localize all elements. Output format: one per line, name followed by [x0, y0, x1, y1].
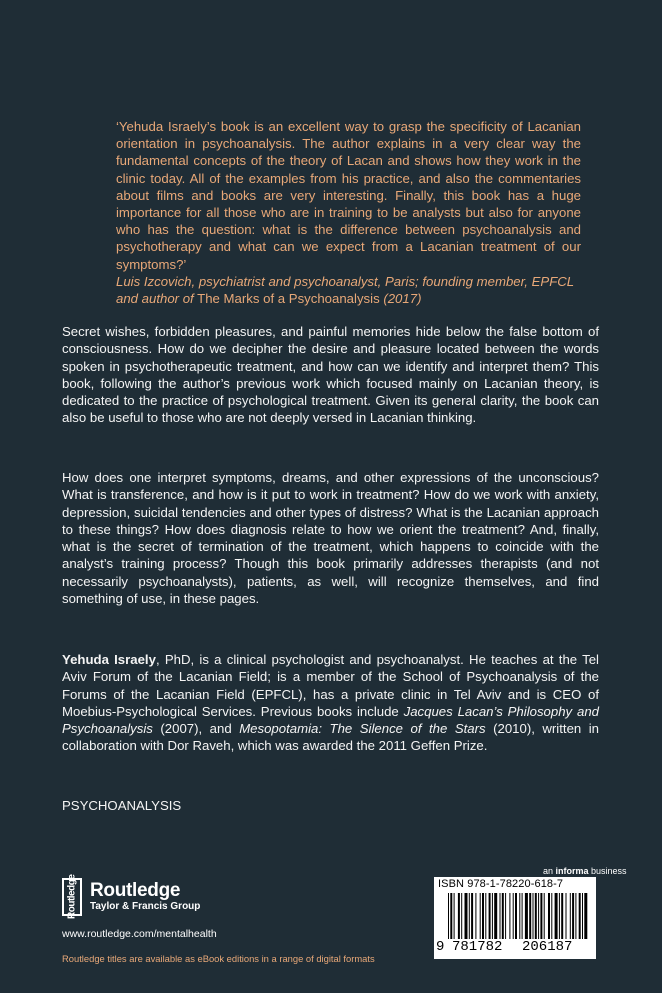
bio-text-3: (2010), written in collaboration with Dor Raveh, which was awarded the 2011 Geffen Prize.	[62, 721, 600, 754]
informa-brand: informa	[555, 866, 589, 876]
attribution-year: (2017)	[379, 291, 422, 307]
barcode-digits-left: 781782	[452, 939, 503, 955]
informa-suffix: business	[588, 866, 627, 876]
quote-text: ‘Yehuda Israely’s book is an excellent way to grasp the specificity of Lacanian orientation in psychoanalysis. The author explains in a very clear way the fundamental concepts of the theory of Lacan and shows how they work in the clinic today. All of the examples from his practice, and also the commentaries about films and books are very interesting. Finally, this book has a huge importance for all those who are in training to be analysts but also for anyone who has the question: what is the difference between psychoanalysis and psychotherapy and what can we expect from a Lacanian treatment of our symptoms?’	[116, 119, 581, 272]
quote-attribution	[116, 273, 581, 307]
author-name: Yehuda Israely	[62, 652, 156, 667]
publisher-name: Routledge	[90, 880, 181, 901]
barcode-bars-icon	[434, 893, 596, 943]
attribution-book-title: The Marks of a Psychoanalysis	[193, 291, 380, 307]
endorsement-quote	[116, 118, 581, 307]
informa-business-tag	[543, 866, 627, 876]
barcode-digits-right: 206187	[522, 939, 573, 955]
publisher-group: Taylor & Francis Group	[90, 901, 201, 912]
routledge-mark-icon: Routledge	[62, 878, 82, 916]
bio-text-2: (2007), and	[152, 721, 240, 737]
attribution-text: Luis Izcovich, psychiatrist and psychoanalyst, Paris; founding member, EPFCL and author of	[116, 273, 574, 307]
author-bio	[62, 651, 599, 755]
bio-text-1: , PhD, is a clinical psychologist and psychoanalyst. He teaches at the Tel Aviv Forum of the Lacanian Field; is a member of the School of Psychoanalysis of the Forums of the Lacanian Field (EPFCL), has a private clinic in Tel Aviv and is CEO of Moebius-Psychological Services. Previous books include	[62, 652, 599, 719]
previous-book-2: Mesopotamia: The Silence of the Stars	[239, 721, 486, 737]
informa-prefix: an	[543, 866, 556, 876]
isbn-label: ISBN 978-1-78220-618-7	[438, 878, 564, 890]
barcode-digit-first: 9	[436, 939, 445, 955]
ebook-note: Routledge titles are available as eBook editions in a range of digital formats	[62, 953, 375, 964]
subject-category: PSYCHOANALYSIS	[62, 798, 182, 813]
previous-book-1: Jacques Lacan’s Philosophy and Psychoanalysis	[62, 703, 599, 737]
barcode	[434, 877, 596, 959]
description-paragraph-1: Secret wishes, forbidden pleasures, and painful memories hide below the false bottom of consciousness. How do we decipher the desire and pleasure located between the words spoken in psychotherapeutic treatment, and how can we identify and interpret them? This book, following the author’s previous work which focused mainly on Lacanian theory, is dedicated to the practice of psychological treatment. Given its general clarity, the book can also be useful to those who are not deeply versed in Lacanian thinking.	[62, 324, 599, 426]
publisher-logo	[62, 874, 201, 920]
description-paragraph-2: How does one interpret symptoms, dreams, and other expressions of the unconscious? What is transference, and how is it put to work in treatment? How do we work with anxiety, depression, suicidal tendencies and other types of distress? What is the Lacanian approach to these things? How does diagnosis relate to how we orient the treatment? And, finally, what is the secret of termination of the treatment, which happens to coincide with the analyst’s training process? Though this book primarily addresses therapists (and not necessarily psychoanalysts), patients, as well, will recognize themselves, and find something of use, in these pages.	[62, 470, 599, 607]
publisher-url: www.routledge.com/mentalhealth	[62, 928, 217, 940]
